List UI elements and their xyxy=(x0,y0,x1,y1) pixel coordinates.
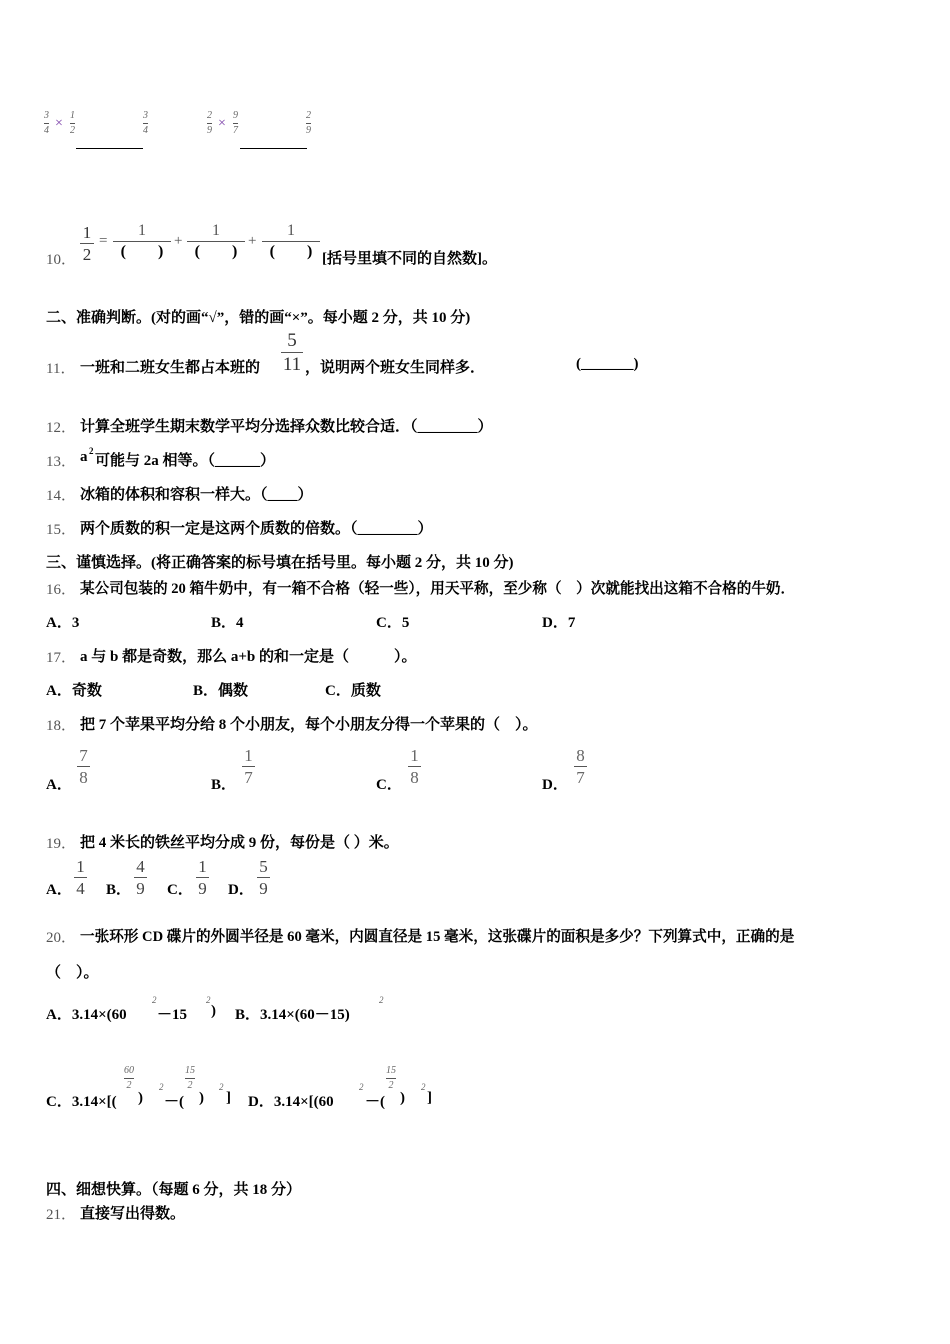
answer-blank[interactable] xyxy=(240,148,307,149)
option-b[interactable]: B．4 xyxy=(211,615,244,631)
question-text: 一张环形 CD 碟片的外圆半径是 60 毫米，内圆直径是 15 毫米，这张碟片的面积是多少？下列算式中，正确的是 xyxy=(80,929,795,945)
exponent: 2 xyxy=(359,1082,364,1092)
option-d[interactable]: D． xyxy=(542,777,568,793)
question-number: 10． xyxy=(46,252,77,268)
fraction: 9 7 xyxy=(233,110,238,136)
fraction: 5 9 xyxy=(257,858,270,897)
option-b[interactable]: B． xyxy=(211,777,237,793)
question-number: 14． xyxy=(46,488,77,504)
question-number: 17． xyxy=(46,650,77,666)
option-c[interactable]: C．5 xyxy=(376,615,410,631)
option-c-text: －( xyxy=(164,1094,184,1110)
question-number: 13． xyxy=(46,454,77,470)
fraction: 5 11 xyxy=(282,330,302,375)
plus-sign: + xyxy=(248,233,257,249)
option-a[interactable]: A． xyxy=(46,882,72,898)
option-d-text: ] xyxy=(427,1090,432,1106)
question-text: a 与 b 都是奇数，那么 a+b 的和一定是（ ）。 xyxy=(80,649,417,665)
question-text: 一班和二班女生都占本班的 xyxy=(80,360,261,376)
equals-sign: = xyxy=(99,233,108,249)
option-c[interactable]: C．质数 xyxy=(325,683,381,699)
option-d-text: －( xyxy=(365,1094,385,1110)
fraction: 3 4 xyxy=(44,110,49,136)
exponent: 2 xyxy=(421,1082,426,1092)
option-b[interactable]: B． xyxy=(106,882,132,898)
option-c[interactable]: C． xyxy=(376,777,402,793)
section-title: 二、准确判断。(对的画“√”，错的画“×”。每小题 2 分，共 10 分) xyxy=(46,310,471,326)
option-d-text: ) xyxy=(400,1090,405,1106)
fraction: 15 2 xyxy=(386,1065,396,1091)
question-text: 把 7 个苹果平均分给 8 个小朋友，每个小朋友分得一个苹果的（ ）。 xyxy=(80,717,538,733)
option-d[interactable]: D． xyxy=(228,882,254,898)
variable: a xyxy=(80,449,88,465)
option-b[interactable]: B．偶数 xyxy=(193,683,249,699)
fraction: 1 2 xyxy=(80,224,94,263)
fraction: 2 9 xyxy=(306,110,311,136)
question-text: 两个质数的积一定是这两个质数的倍数。（________） xyxy=(80,521,433,537)
option-a-text: －15 xyxy=(157,1007,188,1023)
exponent: 2 xyxy=(206,995,211,1005)
times-sign: × xyxy=(55,116,63,131)
question-text: 把 4 米长的铁丝平均分成 9 份，每份是（ ）米。 xyxy=(80,835,399,851)
question-text: ，说明两个班女生同样多． xyxy=(305,360,486,376)
fraction: 15 2 xyxy=(185,1065,195,1091)
option-b[interactable]: B．3.14×(60－15) xyxy=(235,1007,350,1023)
question-number: 16． xyxy=(46,582,77,598)
fraction: 8 7 xyxy=(574,747,587,786)
question-number: 12． xyxy=(46,420,77,436)
fraction-blank[interactable]: 1 ( ) xyxy=(262,223,320,260)
answer-blank[interactable] xyxy=(76,148,143,149)
option-c-text: ) xyxy=(138,1090,143,1106)
option-c[interactable]: C．3.14×[( xyxy=(46,1094,117,1110)
fraction: 60 2 xyxy=(124,1065,134,1091)
exponent: 2 xyxy=(89,446,94,456)
option-c-text: ) xyxy=(199,1090,204,1106)
exponent: 2 xyxy=(379,995,384,1005)
question-text: 冰箱的体积和容积一样大。（____） xyxy=(80,487,313,503)
question-text: 可能与 2a 相等。（______） xyxy=(95,453,276,469)
question-text: 直接写出得数。 xyxy=(80,1206,186,1222)
option-a-text: ) xyxy=(211,1003,216,1019)
fraction: 7 8 xyxy=(77,747,90,786)
option-d[interactable]: D．3.14×[(60 xyxy=(248,1094,334,1110)
question-number: 18． xyxy=(46,718,77,734)
question-text: 计算全班学生期末数学平均分选择众数比较合适．（________） xyxy=(80,419,493,435)
question-text: 某公司包装的 20 箱牛奶中，有一箱不合格（轻一些），用天平称，至少称（ ）次就能找出这箱不合格的牛奶． xyxy=(80,581,796,597)
question-text: [括号里填不同的自然数]。 xyxy=(322,251,497,267)
question-text: （ ）。 xyxy=(46,965,99,981)
exponent: 2 xyxy=(219,1082,224,1092)
plus-sign: + xyxy=(174,233,183,249)
option-a[interactable]: A．3 xyxy=(46,615,80,631)
question-number: 20． xyxy=(46,930,77,946)
fraction: 1 7 xyxy=(242,747,255,786)
question-number: 15． xyxy=(46,522,77,538)
section-title: 三、谨慎选择。(将正确答案的标号填在括号里。每小题 2 分，共 10 分) xyxy=(46,555,514,571)
fraction-blank[interactable]: 1 ( ) xyxy=(187,223,245,260)
option-a[interactable]: A．奇数 xyxy=(46,683,102,699)
option-a[interactable]: A． xyxy=(46,777,72,793)
answer-blank[interactable]: (_______) xyxy=(576,356,639,372)
fraction: 1 4 xyxy=(74,858,87,897)
section-title: 四、细想快算。（每题 6 分，共 18 分） xyxy=(46,1182,302,1198)
option-d[interactable]: D．7 xyxy=(542,615,576,631)
times-sign: × xyxy=(218,116,226,131)
fraction: 3 4 xyxy=(143,110,148,136)
option-c-text: ] xyxy=(226,1090,231,1106)
exponent: 2 xyxy=(152,995,157,1005)
question-number: 19． xyxy=(46,836,77,852)
fraction: 1 8 xyxy=(408,747,421,786)
option-a[interactable]: A．3.14×(60 xyxy=(46,1007,127,1023)
question-number: 21． xyxy=(46,1207,77,1223)
question-number: 11． xyxy=(46,361,76,377)
fraction: 1 2 xyxy=(70,110,75,136)
fraction: 4 9 xyxy=(134,858,147,897)
fraction: 1 9 xyxy=(196,858,209,897)
exponent: 2 xyxy=(159,1082,164,1092)
fraction: 2 9 xyxy=(207,110,212,136)
fraction-blank[interactable]: 1 ( ) xyxy=(113,223,171,260)
option-c[interactable]: C． xyxy=(167,882,193,898)
